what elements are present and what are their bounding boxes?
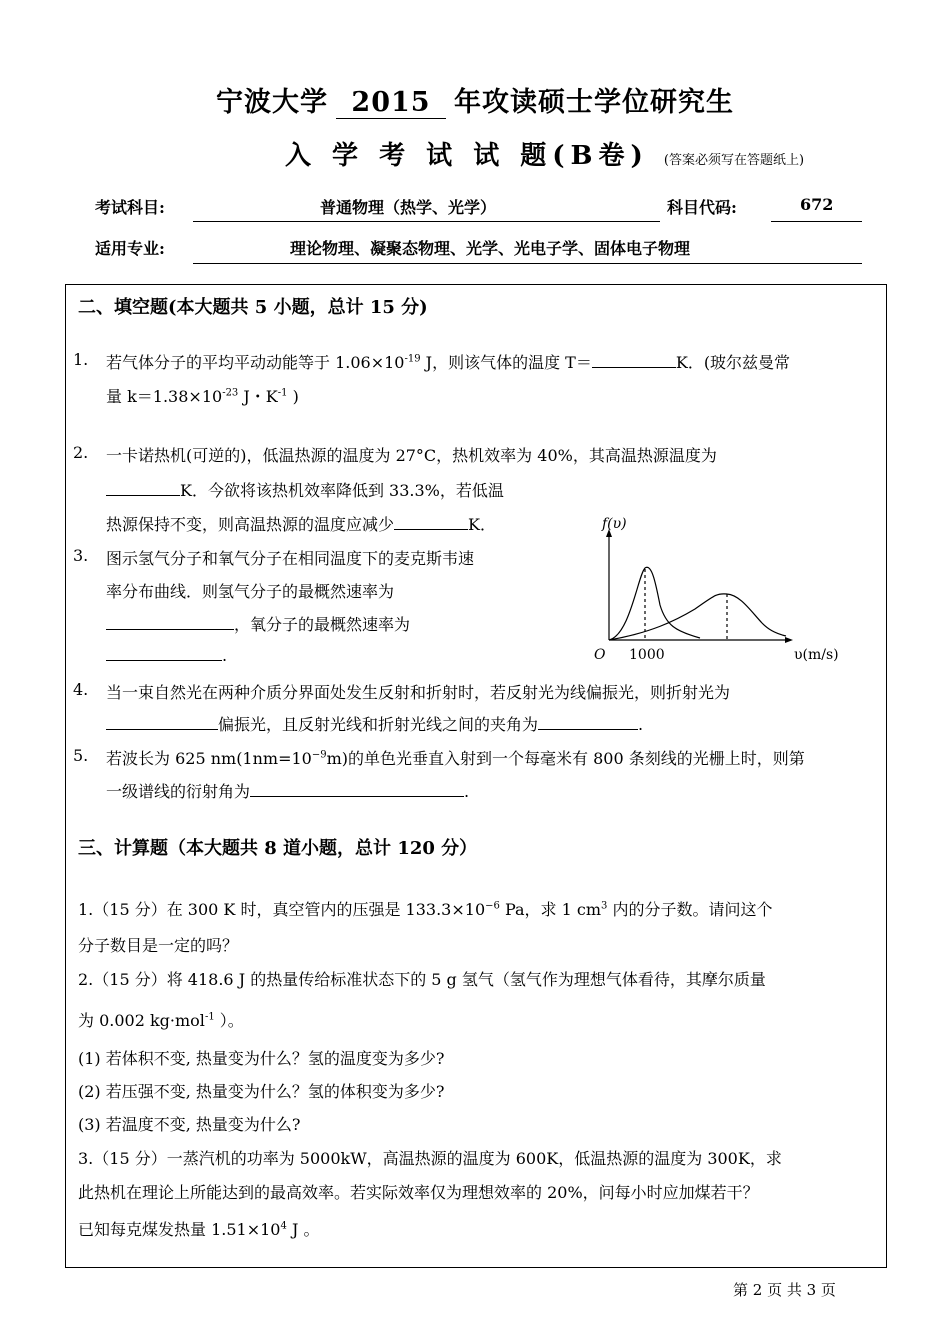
exam-title <box>0 80 950 119</box>
q1-text-a: 若气体分子的平均平动动能等于 1.06×10 <box>106 353 405 372</box>
title-suffix: 年攻读硕士学位研究生 <box>454 87 734 118</box>
q5-text-d: . <box>464 782 470 801</box>
q2-line1: 一卡诺热机(可逆的)，低温热源的温度为 27°C，热机效率为 40%，其高温热源温度为 <box>106 446 717 465</box>
p1-exp: −6 <box>485 900 500 912</box>
q2-line2 <box>106 478 504 501</box>
p1-exp2: 3 <box>601 900 608 912</box>
p2-text-c: ）。 <box>214 1011 244 1030</box>
q5-line2 <box>106 779 469 802</box>
q3-line1: 图示氢气分子和氧气分子在相同温度下的麦克斯韦速 <box>106 549 475 568</box>
q1-exp3: -1 <box>277 387 288 399</box>
maxwell-chart <box>590 515 860 665</box>
q1-text-e: J・K <box>238 387 278 406</box>
page-number: 第 2 页 共 3 页 <box>733 1281 836 1299</box>
p2-exp: -1 <box>204 1011 215 1023</box>
p2-sub1: (1) 若体积不变, 热量变为什么？氢的温度变为多少? <box>78 1049 445 1068</box>
q1-exp1: -19 <box>404 353 421 365</box>
subject-value: 普通物理（热学、光学） <box>320 198 497 217</box>
q3-line3 <box>106 612 410 635</box>
tick-label-1000: 1000 <box>629 647 665 663</box>
p3-line1: 3.（15 分）一蒸汽机的功率为 5000kW，高温热源的温度为 600K，低温热源的温度为 300K，求 <box>78 1149 782 1168</box>
x-axis-label: υ(m/s) <box>794 647 839 663</box>
code-underline <box>771 221 862 222</box>
q1-blank <box>592 367 676 368</box>
p1-text-b: Pa，求 1 cm <box>499 900 602 919</box>
q1-text-c: K．(玻尔兹曼常 <box>675 353 791 372</box>
p1-text-a: 1.（15 分）在 300 K 时，真空管内的压强是 133.3×10 <box>78 900 486 919</box>
q4-number: 4. <box>73 680 89 699</box>
q1-exp2: -23 <box>222 387 239 399</box>
q4-line1: 当一束自然光在两种介质分界面处发生反射和折射时，若反射光为线偏振光，则折射光为 <box>106 683 731 702</box>
o2-curve <box>609 594 786 640</box>
q2-line3 <box>106 512 496 535</box>
code-value: 672 <box>800 195 834 214</box>
y-axis-label: f(υ) <box>602 516 627 532</box>
q5-exp: −9 <box>311 749 327 761</box>
subtitle-text: 入 学 考 试 试 题(B卷) <box>285 141 649 171</box>
q3-blank1 <box>106 629 234 630</box>
q3-text-c: ，氧分子的最概然速率为 <box>234 615 411 634</box>
q1-number: 1. <box>73 350 89 369</box>
p2-text-b: 为 0.002 kg·mol <box>78 1011 205 1030</box>
title-year: 2015 <box>336 87 446 119</box>
section3-title: 三、计算题（本大题共 8 道小题，总计 120 分） <box>78 838 478 859</box>
q5-text-b: m)的单色光垂直入射到一个每毫米有 800 条刻线的光栅上时，则第 <box>326 749 805 768</box>
p1-line2: 分子数目是一定的吗？ <box>78 936 239 955</box>
p3-line2: 此热机在理论上所能达到的最高效率。若实际效率仅为理想效率的 20%，问每小时应加煤若干？ <box>78 1183 759 1202</box>
p3-line3 <box>78 1217 319 1240</box>
p2-sub3: (3) 若温度不变, 热量变为什么? <box>78 1115 301 1134</box>
q5-blank <box>250 796 464 797</box>
q3-line2: 率分布曲线．则氢气分子的最概然速率为 <box>106 582 395 601</box>
subtitle-note: (答案必须写在答题纸上) <box>663 153 805 168</box>
major-label: 适用专业: <box>95 239 165 258</box>
q1-text-b: J，则该气体的温度 T＝ <box>420 353 592 372</box>
q2-text-c: 热源保持不变，则高温热源的温度应减少 <box>106 515 395 534</box>
q3-text-d: . <box>222 646 228 665</box>
p2-sub2: (2) 若压强不变, 热量变为什么？氢的体积变为多少? <box>78 1082 445 1101</box>
q2-text-d: K． <box>468 515 496 534</box>
q4-blank1 <box>106 729 218 730</box>
exam-subtitle <box>285 135 804 172</box>
p3-exp: 4 <box>280 1220 287 1232</box>
q2-blank2 <box>394 529 468 530</box>
q5-text-a: 若波长为 625 nm(1nm=10 <box>106 749 312 768</box>
title-school: 宁波大学 <box>216 87 328 118</box>
q5-line1 <box>106 746 884 769</box>
q4-blank2 <box>538 729 638 730</box>
code-label: 科目代码: <box>667 198 737 217</box>
subject-underline <box>193 221 660 222</box>
q4-text-b: 偏振光，且反射光线和折射光线之间的夹角为 <box>218 715 539 734</box>
q3-line4 <box>106 646 227 665</box>
p1-line1 <box>78 897 878 920</box>
p3-text-d: J 。 <box>286 1220 320 1239</box>
q4-text-c: . <box>638 715 644 734</box>
subject-label: 考试科目: <box>95 198 165 217</box>
q3-blank2 <box>106 660 222 661</box>
p1-text-c: 内的分子数。请问这个 <box>607 900 773 919</box>
section2-title: 二、填空题(本大题共 5 小题，总计 15 分) <box>78 297 428 318</box>
q5-text-c: 一级谱线的衍射角为 <box>106 782 251 801</box>
p2-line1: 2.（15 分）将 418.6 J 的热量传给标准状态下的 5 g 氢气（氢气作为理想气体看待，其摩尔质量 <box>78 970 766 989</box>
q2-text-b: K．今欲将该热机效率降低到 33.3%，若低温 <box>180 481 504 500</box>
q4-line2 <box>106 712 643 735</box>
q5-number: 5. <box>73 746 89 765</box>
h2-curve <box>609 567 700 640</box>
q3-number: 3. <box>73 546 89 565</box>
q2-blank1 <box>106 495 180 496</box>
origin-label: O <box>594 647 606 663</box>
x-axis-arrow <box>785 637 793 643</box>
q1-line2 <box>106 384 299 407</box>
major-value: 理论物理、凝聚态物理、光学、光电子学、固体电子物理 <box>290 239 691 258</box>
p2-line2 <box>78 1008 244 1031</box>
q2-number: 2. <box>73 443 89 462</box>
major-underline <box>193 263 862 264</box>
p3-text-c: 已知每克煤发热量 1.51×10 <box>78 1220 281 1239</box>
q1-line1 <box>106 350 878 373</box>
q1-text-d: 量 k＝1.38×10 <box>106 387 223 406</box>
q1-text-f: ) <box>287 387 299 406</box>
